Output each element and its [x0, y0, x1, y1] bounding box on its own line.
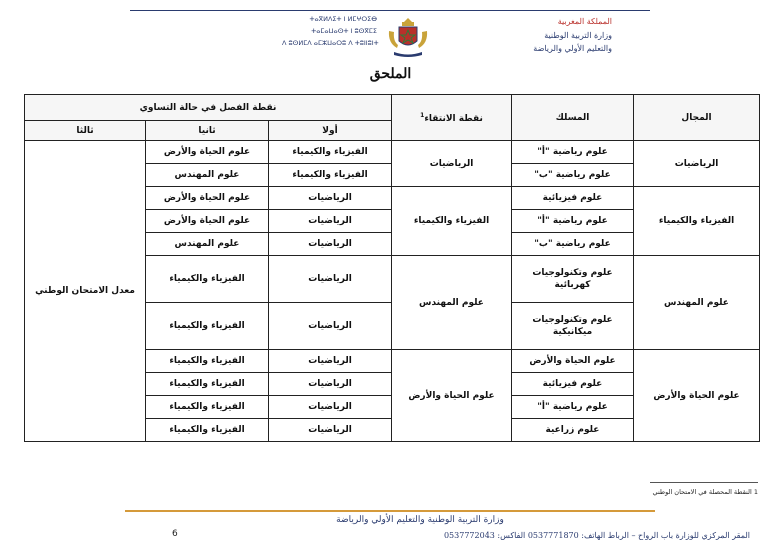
- second-cell: الفيزياء والكيمياء: [146, 396, 269, 419]
- second-cell: الفيزياء والكيمياء: [146, 350, 269, 373]
- tifinagh-line-2: ⵜⴰⵎⴰⵡⴰⵙⵜ ⵏ ⵓⵙⴳⵎⵉ: [311, 27, 377, 35]
- tifinagh-line-1: ⵜⴰⴳⵍⴷⵉⵜ ⵏ ⵍⵎⵖⵔⵉⴱ: [309, 15, 377, 23]
- second-cell: الفيزياء والكيمياء: [146, 256, 269, 303]
- field-cell: الفيزياء والكيمياء: [634, 187, 760, 256]
- footer-address: المقر المركزي للوزارة باب الرواح – الرباط الهاتف: 0537771870 الفاكس: 0537772043: [443, 531, 750, 540]
- page-number: 6: [172, 529, 178, 539]
- header-rule: [130, 10, 650, 11]
- second-cell: الفيزياء والكيمياء: [146, 303, 269, 350]
- footer-ministry: وزارة التربية الوطنية والتعليم الأولي والرياضة: [336, 515, 504, 525]
- field-cell: علوم المهندس: [634, 256, 760, 350]
- track-cell: علوم فيزيائية: [512, 373, 634, 396]
- footnote-marker: 1: [420, 112, 425, 119]
- first-cell: الرياضيات: [269, 303, 392, 350]
- header-first: أولا: [269, 121, 392, 141]
- coat-of-arms-icon: [385, 15, 431, 59]
- national-exam-cell: معدل الامتحان الوطني: [25, 141, 146, 442]
- second-cell: علوم المهندس: [146, 164, 269, 187]
- document-title: الملحق: [369, 66, 412, 82]
- second-cell: الفيزياء والكيمياء: [146, 373, 269, 396]
- track-cell: علوم رياضية "أ": [512, 396, 634, 419]
- header-selection-label: نقطة الانتقاء: [424, 114, 483, 124]
- first-cell: الرياضيات: [269, 233, 392, 256]
- header-field: المجال: [634, 95, 760, 141]
- selection-cell: علوم الحياة والأرض: [392, 350, 512, 442]
- first-cell: الرياضيات: [269, 187, 392, 210]
- header-third: ثالثا: [25, 121, 146, 141]
- track-cell: علوم رياضية "أ": [512, 141, 634, 164]
- track-cell: علوم رياضية "أ": [512, 210, 634, 233]
- table-row: [25, 141, 760, 164]
- track-cell: علوم وتكنولوجيات ميكانيكية: [512, 303, 634, 350]
- first-cell: الرياضيات: [269, 373, 392, 396]
- header-tiebreak: نقطة الفصل في حالة التساوي: [25, 95, 392, 121]
- track-cell: علوم فيزيائية: [512, 187, 634, 210]
- track-cell: علوم رياضية "ب": [512, 164, 634, 187]
- header-arabic-line-1: المملكة المغربية: [557, 17, 612, 26]
- selection-cell: الفيزياء والكيمياء: [392, 187, 512, 256]
- track-cell: علوم زراعية: [512, 419, 634, 442]
- tifinagh-line-3: ⴷ ⵓⵙⵍⵎⴷ ⴰⵎⵣⵡⴰⵔⵓ ⴷ ⵜⵓⵏⵏⵓⵏⵜ: [282, 39, 379, 47]
- selection-cell: الرياضيات: [392, 141, 512, 187]
- header-arabic-line-2: وزارة التربية الوطنية: [544, 31, 612, 40]
- track-cell: علوم وتكنولوجيات كهربائية: [512, 256, 634, 303]
- footnote: 1 النقطة المحصلة في الامتحان الوطني: [652, 488, 758, 496]
- second-cell: علوم المهندس: [146, 233, 269, 256]
- first-cell: الفيزياء والكيمياء: [269, 141, 392, 164]
- track-cell: علوم الحياة والأرض: [512, 350, 634, 373]
- footnote-rule: [650, 482, 758, 483]
- header-track: المسلك: [512, 95, 634, 141]
- first-cell: الرياضيات: [269, 350, 392, 373]
- letterhead: [0, 0, 781, 68]
- second-cell: علوم الحياة والأرض: [146, 210, 269, 233]
- header-second: ثانيا: [146, 121, 269, 141]
- header-arabic-line-3: والتعليم الأولي والرياضة: [533, 44, 612, 53]
- second-cell: علوم الحياة والأرض: [146, 187, 269, 210]
- first-cell: الفيزياء والكيمياء: [269, 164, 392, 187]
- first-cell: الرياضيات: [269, 396, 392, 419]
- first-cell: الرياضيات: [269, 419, 392, 442]
- header-selection: [392, 95, 512, 141]
- selection-criteria-table: [24, 94, 760, 442]
- selection-cell: علوم المهندس: [392, 256, 512, 350]
- field-cell: الرياضيات: [634, 141, 760, 187]
- second-cell: علوم الحياة والأرض: [146, 141, 269, 164]
- first-cell: الرياضيات: [269, 210, 392, 233]
- track-cell: علوم رياضية "ب": [512, 233, 634, 256]
- footer-divider: [125, 510, 655, 512]
- first-cell: الرياضيات: [269, 256, 392, 303]
- field-cell: علوم الحياة والأرض: [634, 350, 760, 442]
- second-cell: الفيزياء والكيمياء: [146, 419, 269, 442]
